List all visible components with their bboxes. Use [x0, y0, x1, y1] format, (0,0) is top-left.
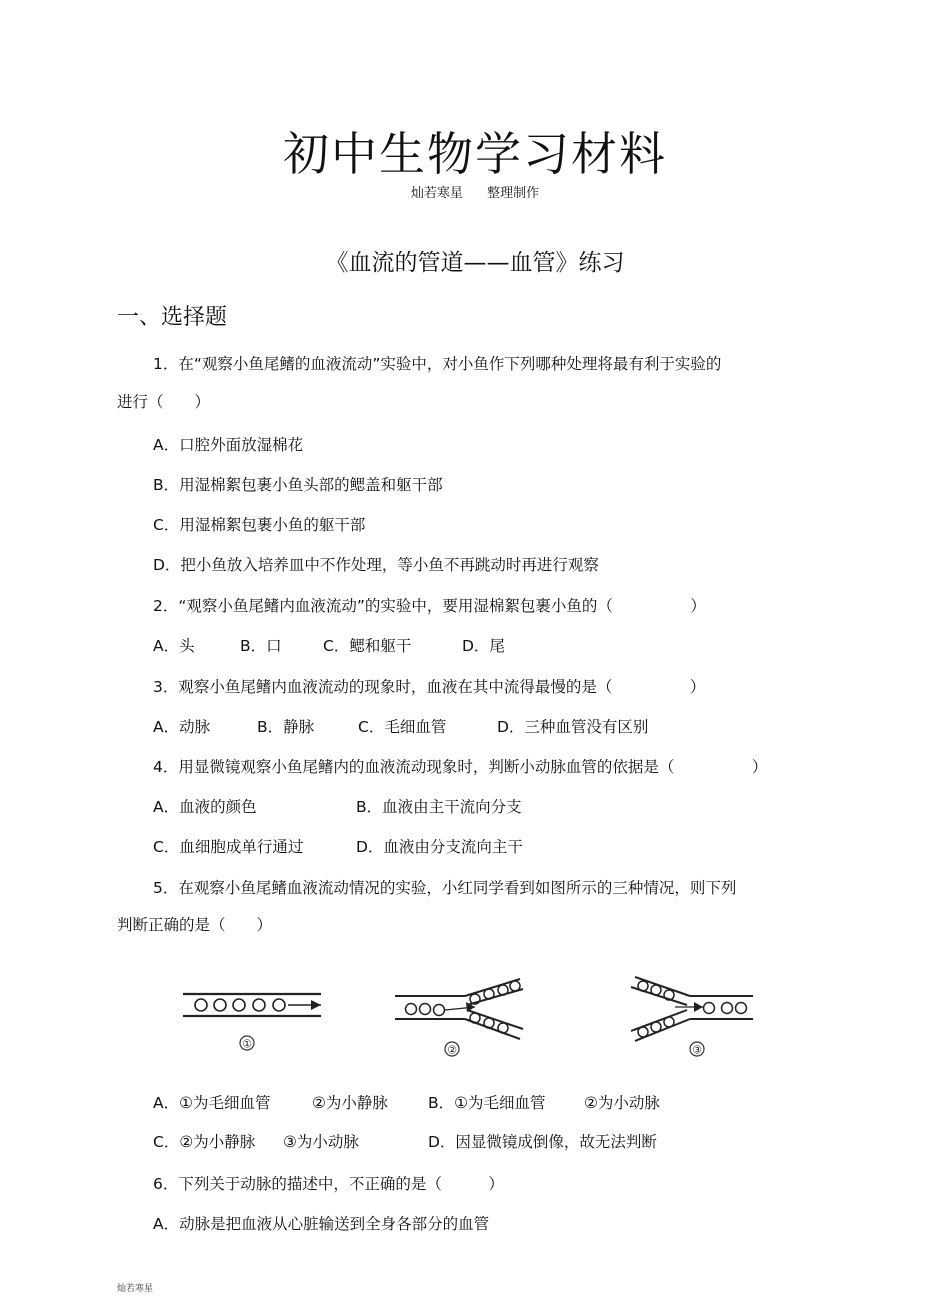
q2-option-b: B．口	[240, 637, 282, 655]
q2-stem: 2．“观察小鱼尾鳍内血液流动”的实验中，要用湿棉絮包裹小鱼的（ ）	[153, 597, 706, 615]
figure-label-1	[240, 1036, 254, 1051]
blood-vessel-figure	[175, 965, 775, 1065]
q5-option-d: D．因显微镜成倒像，故无法判断	[428, 1133, 657, 1151]
q5-option-a-part1: A．①为毛细血管	[153, 1094, 271, 1112]
q1-option-c: C．用湿棉絮包裹小鱼的躯干部	[153, 516, 366, 534]
q3-option-d: D．三种血管没有区别	[497, 718, 649, 736]
figure-label-2-text: ②	[447, 1043, 457, 1057]
q1-option-d: D．把小鱼放入培养皿中不作处理，等小鱼不再跳动时再进行观察	[153, 556, 599, 574]
q2-option-c: C．鳃和躯干	[323, 637, 412, 655]
vessel-diagram-3	[631, 977, 753, 1041]
q1-stem: 1．在“观察小鱼尾鳍的血液流动”实验中，对小鱼作下列哪种处理将最有利于实验的	[153, 355, 722, 373]
q2-option-a: A．头	[153, 637, 195, 655]
figure-label-3	[690, 1042, 704, 1057]
q1-option-b: B．用湿棉絮包裹小鱼头部的鳃盖和躯干部	[153, 476, 443, 494]
vessel-diagram-2	[395, 979, 523, 1039]
exercise-title: 《血流的管道——血管》练习	[325, 250, 625, 276]
q3-option-c: C．毛细血管	[358, 718, 447, 736]
q4-option-d: D．血液由分支流向主干	[356, 838, 523, 856]
q2-option-d: D．尾	[462, 637, 505, 655]
q3-stem: 3．观察小鱼尾鳍内血液流动的现象时，血液在其中流得最慢的是（ ）	[153, 678, 706, 696]
q1-option-a: A．口腔外面放湿棉花	[153, 436, 304, 454]
q3-option-b: B．静脉	[257, 718, 315, 736]
figure-label-1-text: ①	[242, 1037, 252, 1051]
q5-option-a-part2: ②为小静脉	[312, 1094, 388, 1112]
q5-option-b-part1: B．①为毛细血管	[428, 1094, 546, 1112]
q4-option-a: A．血液的颜色	[153, 798, 257, 816]
author-name: 灿若寒星	[410, 186, 463, 201]
q5-stem: 5．在观察小鱼尾鳍血液流动情况的实验，小红同学看到如图所示的三种情况，则下列	[153, 879, 737, 897]
figure-label-3-text: ③	[692, 1043, 702, 1057]
q6-option-a: A．动脉是把血液从心脏输送到全身各部分的血管	[153, 1215, 490, 1233]
q3-option-a: A．动脉	[153, 718, 211, 736]
q5-option-b-part2: ②为小动脉	[584, 1094, 660, 1112]
q5-stem-cont: 判断正确的是（ ）	[117, 916, 273, 934]
q5-option-c-part2: ③为小动脉	[283, 1133, 359, 1151]
figure-label-2	[445, 1042, 459, 1057]
q4-option-b: B．血液由主干流向分支	[356, 798, 522, 816]
q5-option-c-part1: C．②为小静脉	[153, 1133, 256, 1151]
page-title: 初中生物学习材料	[283, 127, 667, 181]
vessel-diagram-1	[183, 994, 321, 1016]
q6-stem: 6．下列关于动脉的描述中，不正确的是（ ）	[153, 1175, 504, 1193]
author-line	[0, 182, 950, 201]
credit-text: 整理制作	[487, 186, 540, 201]
q4-stem: 4．用显微镜观察小鱼尾鳍内的血液流动现象时，判断小动脉血管的依据是（ ）	[153, 758, 768, 776]
q1-stem-cont: 进行（ ）	[117, 393, 211, 411]
page-footer: 灿若寒星	[117, 1284, 154, 1294]
q4-option-c: C．血细胞成单行通过	[153, 838, 304, 856]
section-heading: 一、选择题	[117, 305, 228, 330]
